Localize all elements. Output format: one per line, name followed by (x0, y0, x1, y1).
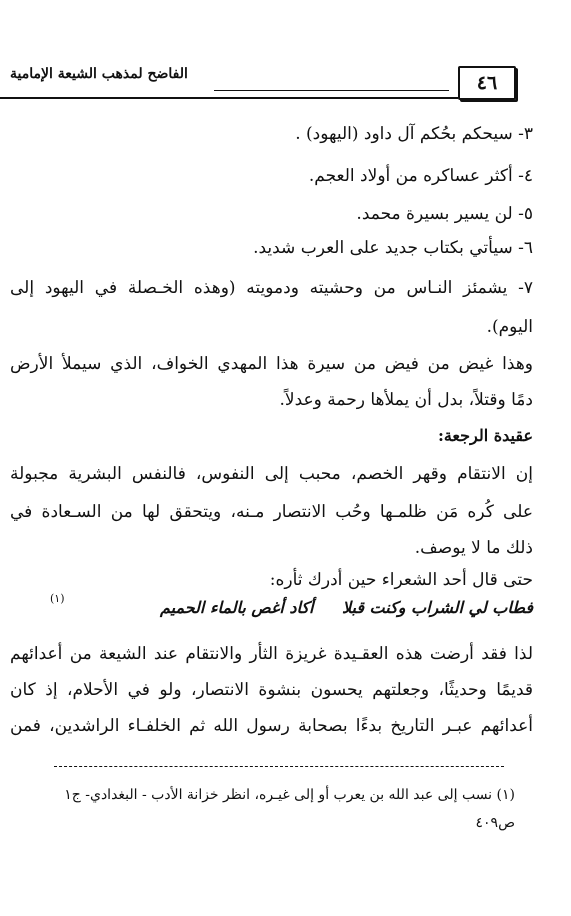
page-number: ٤٦ (458, 66, 516, 100)
footnote-marker: (١) (50, 592, 65, 605)
running-title: الفاضح لمذهب الشيعة الإمامية (10, 66, 188, 82)
list-item: ٥- لن يسير بسيرة محمد. (356, 204, 533, 224)
header-title-underline (214, 90, 449, 91)
verse-second-hemistich: أكاد أغص بالماء الحميم (160, 598, 314, 617)
list-item: ٣- سيحكم بحُكم آل داود (اليهود) . (295, 124, 533, 144)
paragraph-line: حتى قال أحد الشعراء حين أدرك ثأره: (269, 570, 533, 590)
list-item: ٤- أكثر عساكره من أولاد العجم. (308, 166, 533, 186)
verse-first-hemistich: فطاب لي الشراب وكنت قبلا (341, 598, 533, 617)
paragraph-line: إن الانتقام وقهر الخصم، محبب إلى النفوس، فالنفس البشرية مجبولة (10, 464, 533, 484)
paragraph-line: ذلك ما لا يوصف. (414, 538, 533, 558)
text-line: اليوم). (486, 317, 533, 337)
header-rule (0, 97, 458, 99)
footnote-line: (١) نسب إلى عبد الله بن يعرب أو إلى غيـره، انظر خزانة الأدب - البغدادي- ج١ (64, 787, 515, 803)
section-heading: عقيدة الرجعة: (437, 426, 533, 445)
footnote-separator (54, 766, 504, 767)
list-item: ٦- سيأتي بكتاب جديد على العرب شديد. (253, 238, 533, 258)
list-item: ٧- يشمئز النـاس من وحشيته ودمويته (وهذه الخـصلة في اليهود إلى (10, 278, 533, 298)
paragraph-line: على كُره مَن ظلمـها وحُب الانتصار مـنه، ويتحقق لها من السـعادة في (10, 502, 533, 522)
paragraph-line: وهذا غيض من فيض من سيرة هذا المهدي الخواف، الذي سيملأ الأرض (10, 354, 533, 374)
paragraph-line: لذا فقد أرضت هذه العقـيدة غريزة الثأر والانتقام عند الشيعة من أعدائهم (10, 644, 533, 664)
paragraph-line: أعدائهم عبـر التاريخ بدءًا بصحابة رسول الله ثم الخلفـاء الراشدين، فمن (10, 716, 533, 736)
paragraph-line: قديمًا وحديثًا، وجعلتهم يحسون بنشوة الانتصار، ولو في الأحلام، إذ كان (10, 680, 533, 700)
footnote-line: ص٤٠٩ (475, 815, 515, 831)
paragraph-line: دمًا وقتلاً، بدل أن يملأها رحمة وعدلاً. (279, 390, 533, 410)
